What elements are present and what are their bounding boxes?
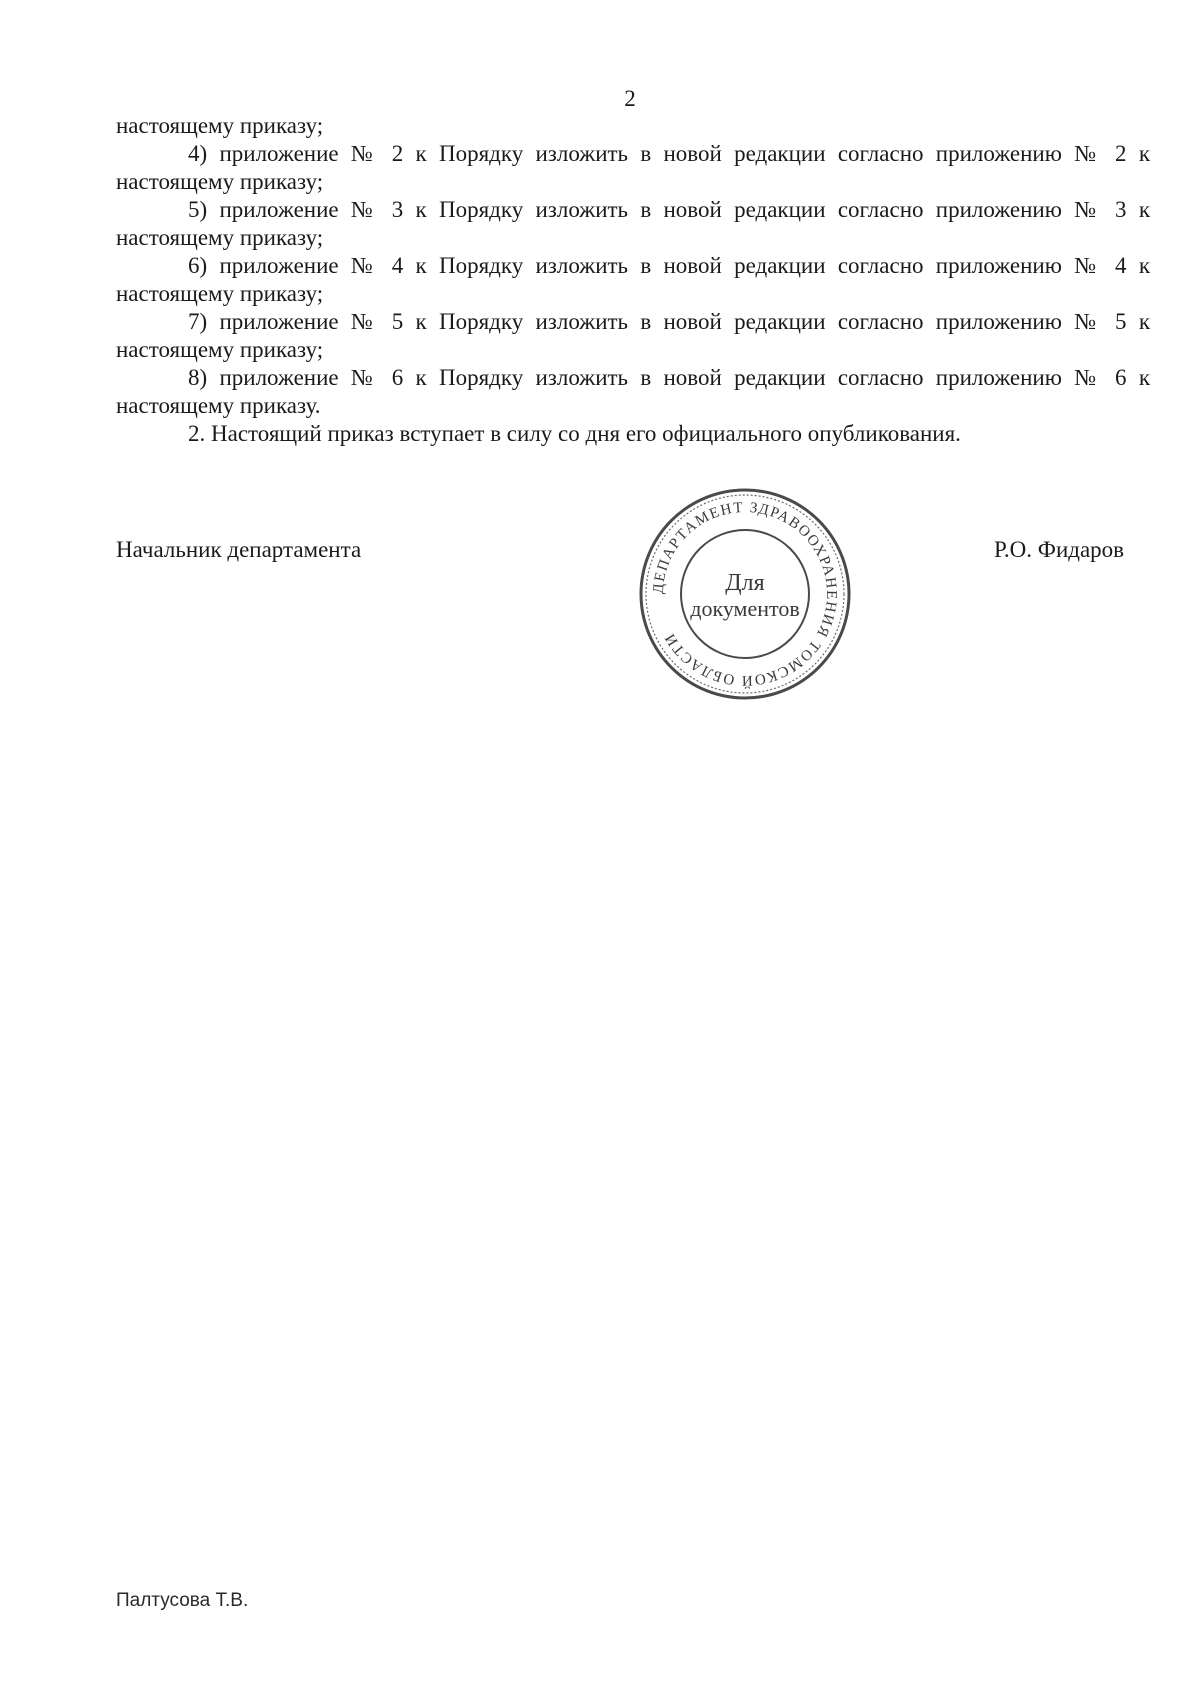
paragraph-item-5: 5) приложение № 3 к Порядку изложить в новой редакции согласно приложению № 3 к настоящему приказу; <box>116 197 1150 250</box>
paragraph-item-8: 8) приложение № 6 к Порядку изложить в новой редакции согласно приложению № 6 к настоящему приказу. <box>116 365 1150 418</box>
signatory-name: Р.О. Фидаров <box>994 537 1125 562</box>
page-number: 2 <box>624 86 636 111</box>
stamp-center-line-1: Для <box>725 570 765 596</box>
official-stamp <box>636 485 854 703</box>
paragraph-item-7: 7) приложение № 5 к Порядку изложить в новой редакции согласно приложению № 5 к настоящему приказу; <box>116 309 1150 362</box>
paragraph-item-6: 6) приложение № 4 к Порядку изложить в новой редакции согласно приложению № 4 к настоящему приказу; <box>116 253 1150 306</box>
order-body <box>116 112 1150 448</box>
paragraph-effective-date: 2. Настоящий приказ вступает в силу со дня его официального опубликования. <box>188 421 961 446</box>
paragraph-item-4: 4) приложение № 2 к Порядку изложить в новой редакции согласно приложению № 2 к настоящему приказу; <box>116 141 1150 194</box>
executor-name: Палтусова Т.В. <box>116 1590 249 1611</box>
stamp-ring-text: ДЕПАРТАМЕНТ ЗДРАВООХРАНЕНИЯ ТОМСКОЙ ОБЛАСТИ <box>650 499 840 689</box>
paragraph-continuation: настоящему приказу; <box>116 113 324 138</box>
stamp-center-line-2: документов <box>690 596 800 621</box>
signatory-title: Начальник департамента <box>116 537 362 562</box>
